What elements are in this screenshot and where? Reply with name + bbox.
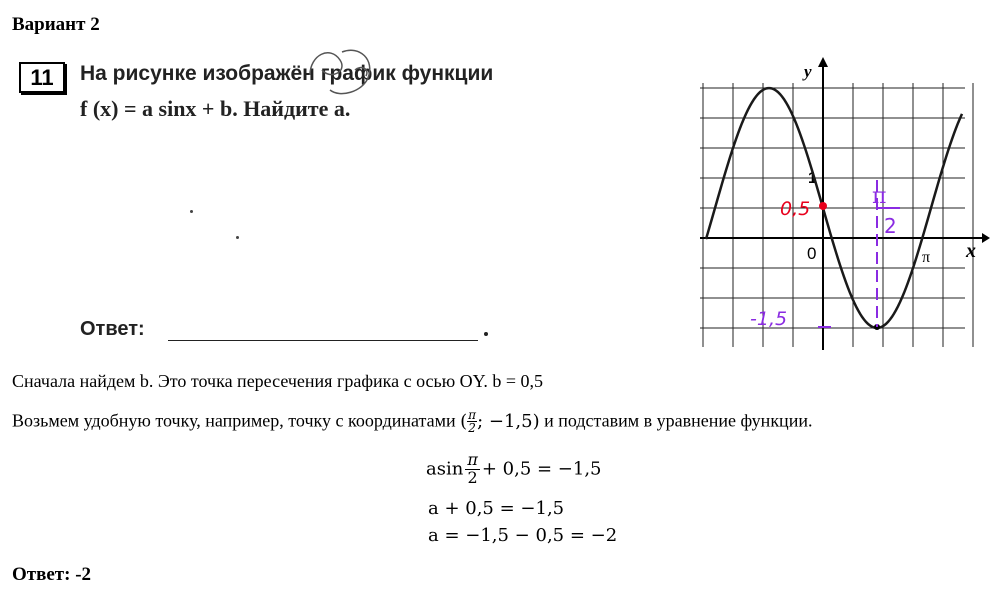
y-tick-one-label: 1 (808, 170, 817, 187)
pencil-scribble (300, 40, 390, 110)
y-axis-arrow (818, 57, 828, 67)
origin-label: 0 (807, 244, 817, 263)
pi-half-annotation-num: π (872, 184, 887, 209)
task-statement-line-2: f (x) = a sinx + b. Найдите a. (80, 96, 351, 121)
function-graph (700, 55, 990, 350)
y-axis-label: y (804, 62, 812, 81)
solution-line-1: Сначала найдем b. Это точка пересечения графика с осью OY. b = 0,5 (12, 371, 543, 391)
variant-title: Вариант 2 (12, 14, 100, 35)
final-answer: Ответ: -2 (12, 564, 92, 585)
answer-period (484, 332, 488, 336)
minimum-annotation: -1,5 (750, 308, 788, 330)
answer-label: Ответ: (80, 318, 145, 340)
x-axis-arrow (982, 233, 990, 243)
y-intercept-annotation: 0,5 (780, 198, 811, 220)
pi-half-annotation-den: 2 (884, 214, 897, 238)
equation-3: a = −1,5 − 0,5 = −2 (428, 525, 618, 546)
scan-speck (190, 210, 193, 213)
answer-blank-line[interactable] (168, 340, 478, 341)
equation-1-fraction: $\frac{\pi}{2}$ (467, 450, 478, 487)
y-intercept-point (819, 202, 827, 210)
solution-line-2-text: Возьмем удобную точку, например, точку с координатами (12, 410, 456, 431)
equation-1: asin $\frac{\pi}{2}$ + 0,5 = −1,5 (426, 450, 602, 487)
task-number-box: 11 (19, 62, 65, 93)
task-statement-line-1: На рисунке изображён график функции (80, 62, 494, 85)
solution-line-2 (12, 409, 812, 434)
scan-speck (236, 236, 239, 239)
point-x-fraction: $\frac{\pi}{2}$ (468, 408, 477, 435)
x-tick-pi-label: π (922, 249, 931, 266)
solution-line-2-tail: и подставим в уравнение функции. (544, 410, 813, 431)
x-axis-label: x (966, 240, 976, 262)
equation-2: a + 0,5 = −1,5 (428, 498, 565, 519)
point-coordinates: ( $\frac{\pi}{2}$ ; −1,5) (460, 408, 540, 435)
